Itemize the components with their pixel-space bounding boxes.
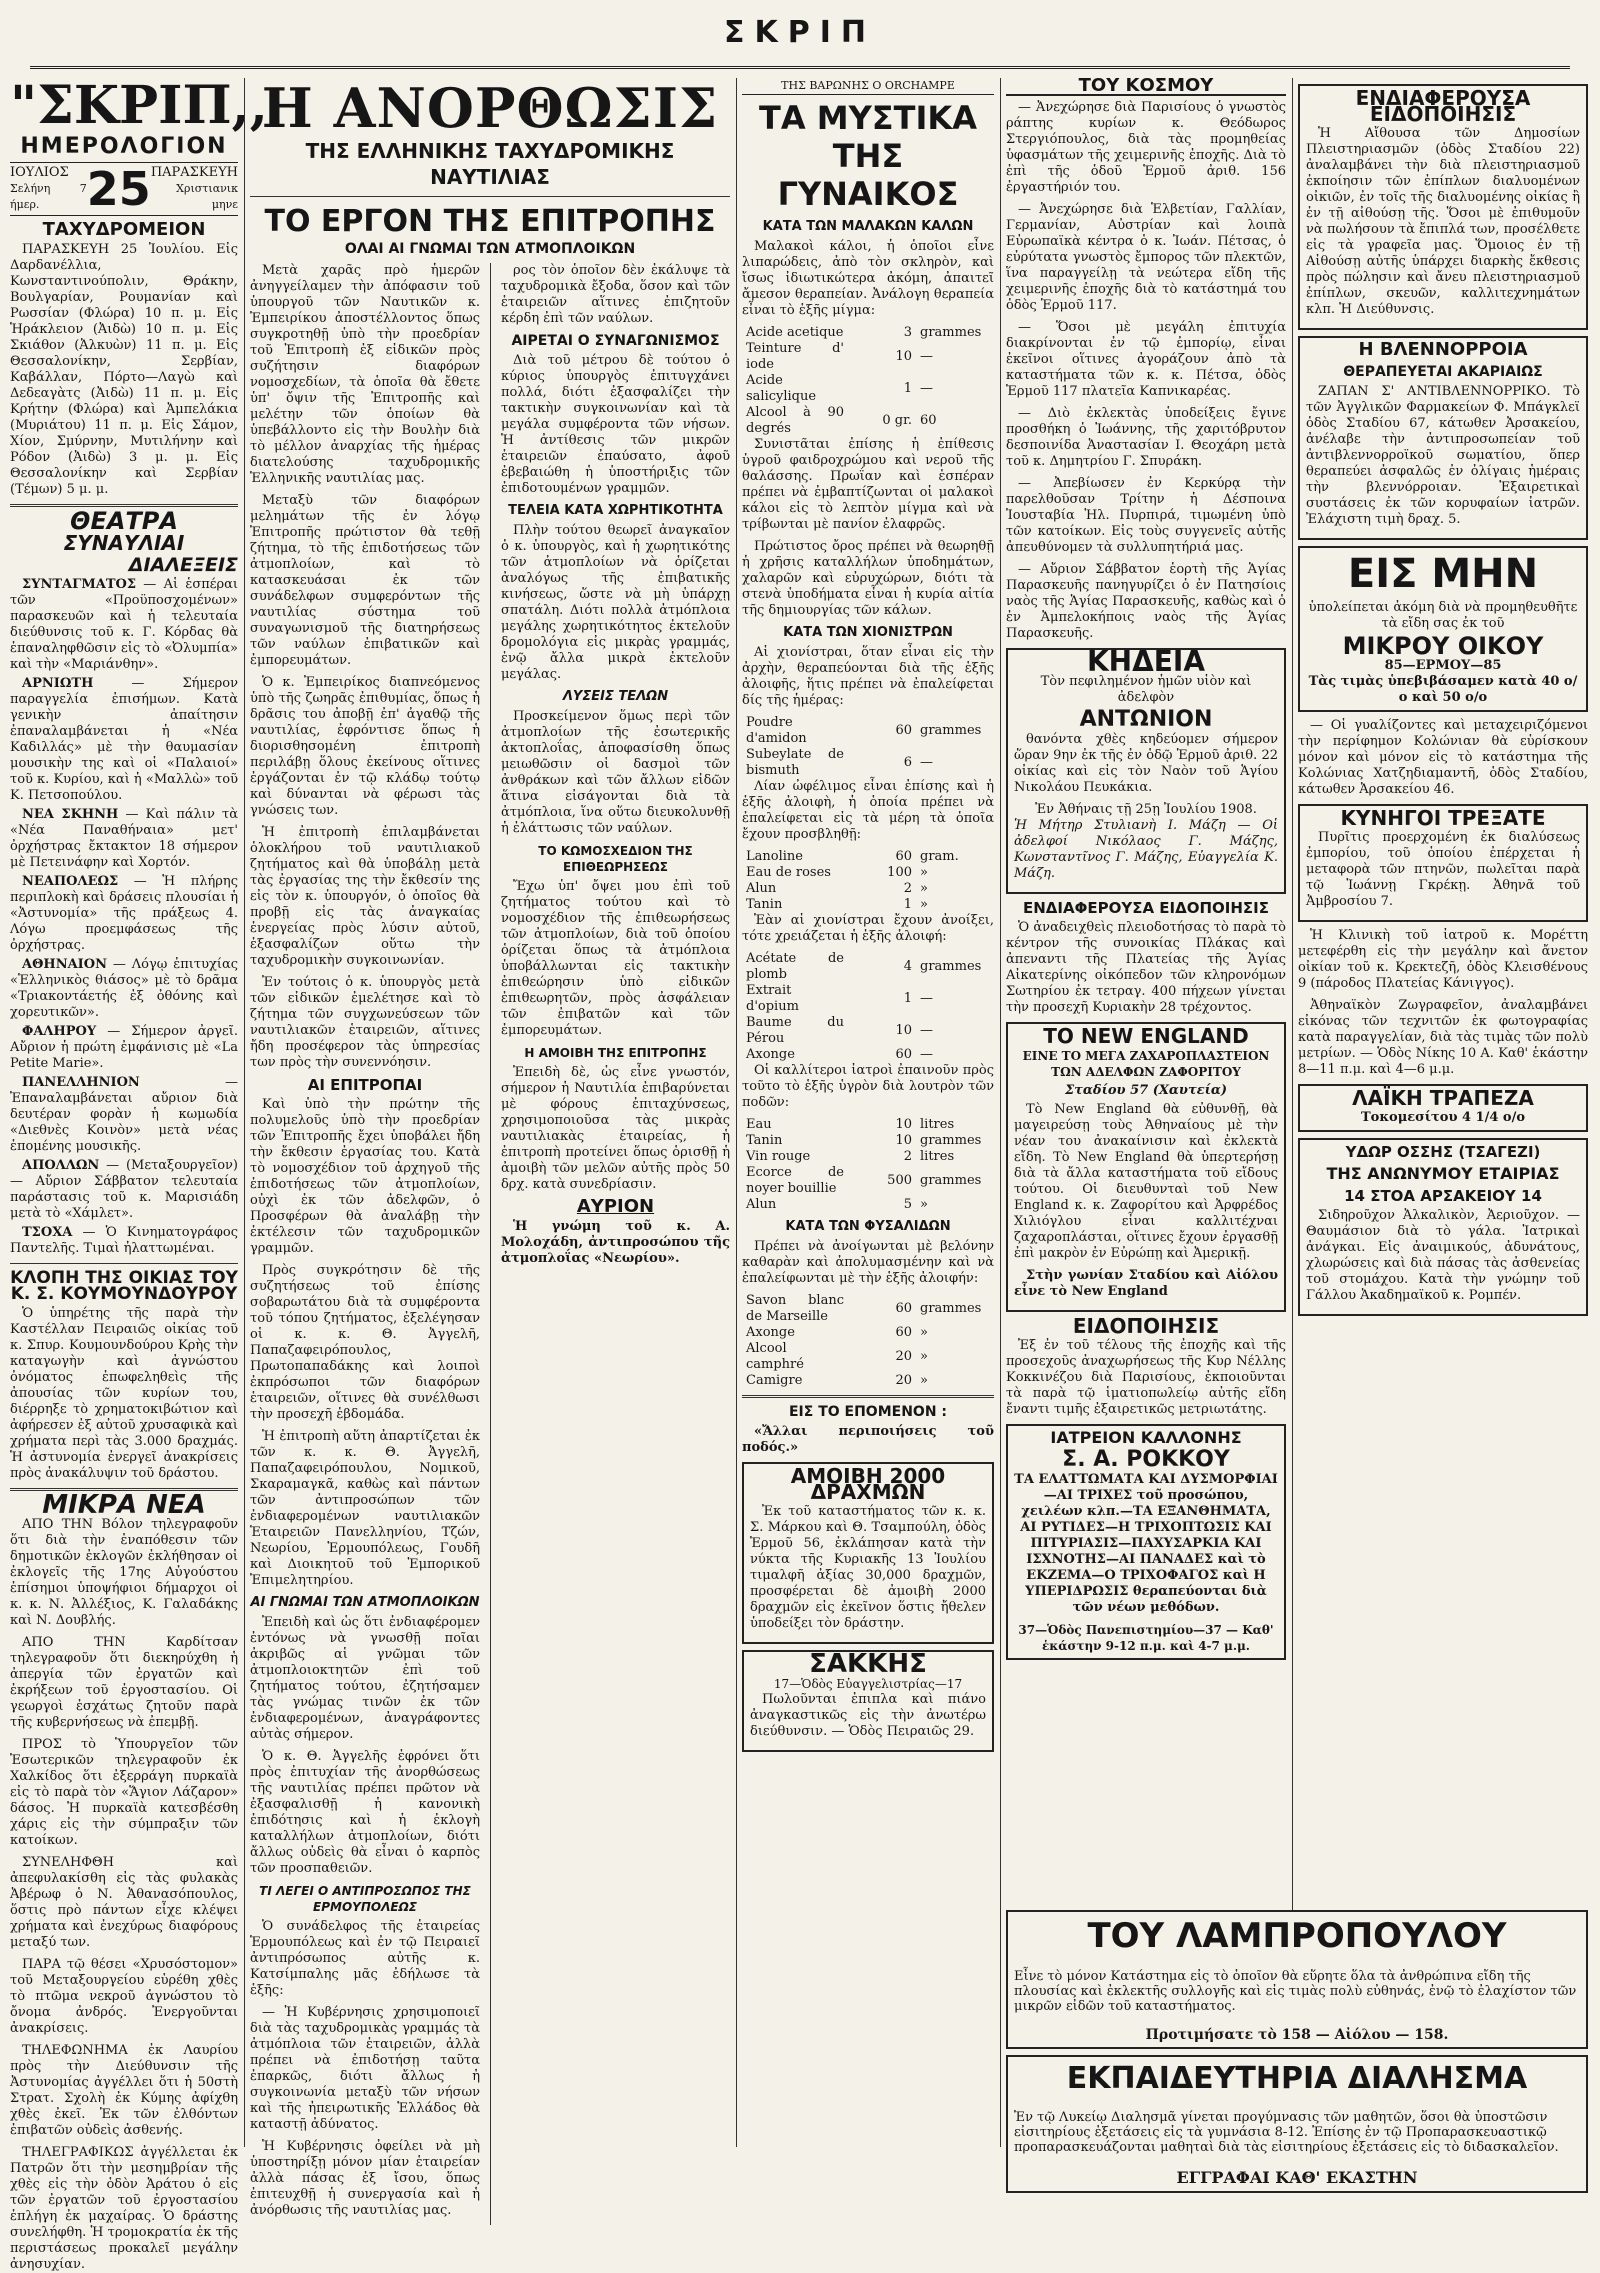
recipe-item: Savon blanc de Marseille (746, 1293, 844, 1324)
recipe-qty: 20 (895, 1349, 912, 1364)
recipe-item: Camigre (746, 1373, 803, 1388)
recipe-item: Vin rouge (746, 1149, 811, 1164)
article-paragraph: Διὰ τοῦ μέτρου δὲ τούτου ὁ κύριος ὑπουργὸς ἐπιτυγχάνει πολλά, διότι ἐξασφαλίζει τὴν τακτικὴν συγκοινωνίαν καὶ τὰ μεγάλα συμφέροντα τῶν νήσων. Ἡ ἀντίθεσις τῶν μικρῶν ἑταιρειῶν ἐπαύσατο, ἀφοῦ ἐβεβαιώθη ἡ ὑποστήριξις τῶν ἐπιδοτουμένων γραμμῶν. (500, 353, 730, 496)
recipe-item: Extrait d'opium (746, 983, 799, 1014)
recipe-row (742, 865, 994, 881)
theatre-text: (Μεταξουργεῖον) — Αὔριον Σάββατον τελευταία παράστασις τοῦ κ. Μαρισιάδη μετὰ τὸ «Χάμλετ». (10, 1158, 238, 1221)
water-ad (1298, 1138, 1588, 1316)
theatre-name: ΤΣΟΧΑ (22, 1225, 73, 1240)
recipe-item: Axonge (746, 1325, 795, 1340)
school-end: Τὰς τιμὰς ὑπεβιβάσαμεν κατὰ 40 ο/ο καὶ 50 ο/ο (1308, 674, 1578, 705)
article-paragraph: Μετὰ χαρᾶς πρὸ ἡμερῶν ἀνηγγείλαμεν τὴν ἀπόφασιν τοῦ ὑπουργοῦ τῶν Ναυτικῶν κ. Ἐμπειρίκου ἀποστέλλοντος ὅπως συγκροτηθῇ ὑπὸ τὴν προεδρίαν τοῦ Ἐπιτροπὴ ἐξ εἰδικῶν πρὸς συζήτησιν διαφόρων νομοσχεδίων, τὰ ὁποῖα θὰ ἔθετε ὑπ' ὄψιν τῆς Ἐπιτροπῆς καὶ μελέτην τῶν ὁποίων θὰ ὑπεβάλλοντο εἰς τὴν Βουλὴν διὰ τὸ μέλλον ἀναρχίας τῆς ἡμέρας διατελούσης ταχυδρομικῆς Ἑλληνικῆς ναυτιλίας μας. (250, 263, 480, 486)
funeral-name: ΑΝΤΩΝΙΟΝ (1079, 707, 1213, 732)
article-paragraph: Ἔχω ὑπ' ὄψει μου ἐπὶ τοῦ ζητήματος τούτου καὶ τὸ νομοσχέδιον τῆς ἐπιθεωρήσεως τῶν ἀτμοπλοίων, διὰ τοῦ ὁποίου ὁρίζεται ὅπως τὰ ἀτμόπλοια ὑποβάλλωνται εἰς τακτικὴν ἐπιθεώρησιν ὑπὸ εἰδικῶν ἐπιθεωρητῶν, πρὸς ἀσφάλειαν τῶν ἐπιβατῶν καὶ τῶν ἐμπορευμάτων. (500, 879, 730, 1038)
recipe-unit: — (920, 1047, 933, 1062)
news-title: ΜΙΚΡΑ ΝΕΑ (42, 1490, 206, 1520)
new-england-end: Στὴν γωνίαν Σταδίου καὶ Αἰόλου εἶνε τὸ New England (1014, 1268, 1278, 1299)
funeral-title: ΚΗΔΕΙΑ (1086, 645, 1205, 678)
sakkis-title: ΣΑΚΚΗΣ (809, 1649, 927, 1679)
recipe-row (742, 1165, 994, 1197)
news-item: ΠΡΟΣ τὸ Ὑπουργεῖον τῶν Ἐσωτερικῶν τηλεγραφοῦν ἐκ Χαλκίδος ὅτι ἐξερράγη πυρκαϊὰ εἰς τὸ παρὰ τὸν «Ἅγιον Λάζαρον» δάσος. Ἡ πυρκαϊὰ κατεσβέσθη χάρις εἰς τὴν σύμπραξιν τῶν κατοίκων. (10, 1737, 238, 1848)
school2-text: Ἐν τῷ Λυκείῳ Διαλησμᾶ γίνεται προγύμνασις τῶν μαθητῶν, ὅσοι θὰ ὑποστῶσιν εἰσιτηρίους ἐξετάσεις εἰς τὰ γυμνάσια 8-12. Ἐπίσης ἐν τῷ Προπαρασκευαστικῷ προπαρασκευάζονται μαθηταὶ διὰ τὰς εἰσιτηρίους ἐξετάσεις εἰς τὸ διδασκαλεῖον. (1014, 2110, 1559, 2155)
clinic-address: 37—Ὁδὸς Πανεπιστημίου—37 — Καθ' ἑκάστην 9-12 π.μ. καὶ 4-7 μ.μ. (1018, 1623, 1274, 1653)
water-text: Σιδηροῦχον Ἀλκαλικὸν, Ἀεριοῦχον. — Θαυμάσιον διὰ τὸ γάλα. Ἰατρικαὶ ἀνάγκαι. Εἰς ἀναιμικούς, ἀδυνάτους, χλωρώσεις καὶ διὰ πάσας τὰς ἀσθενείας τοῦ στομάχου. Κατὰ τὴν γνώμην τοῦ Γάλλου Ἀκαδημαϊκοῦ κ. Ρομπέν. (1306, 1208, 1580, 1303)
recipe-table (742, 325, 994, 437)
society-item: — Ἀνεχώρησε διὰ Παρισίους ὁ γνωστὸς ράπτης κυρίων κ. Θεόδωρος Στεργιόπουλος, διὰ τὰς προμηθείας ὑφασμάτων τῆς χειμερινῆς ἐποχῆς. Διὰ τὸ ἐπὶ τῆς ὁδοῦ Ἑρμοῦ ἀριθ. 156 ἐργαστήριόν του. (1006, 100, 1286, 195)
news-item: ΑΠΟ ΤΗΝ Καρδίτσαν τηλεγραφοῦν ὅτι διεκηρύχθη ἡ ἀπεργία τῶν ἐργατῶν καὶ ἐκρήξεων τοῦ ἐργοστασίου. Οἱ γεωργοὶ ἐσχάτως ζητοῦν παρὰ τῆς κυβερνήσεως νὰ ἐπεμβῇ. (10, 1635, 238, 1730)
feuilleton-paragraph: Λίαν ὠφέλιμος εἶναι ἐπίσης καὶ ἡ ἑξῆς ἀλοιφὴ, ἡ ὁποία πρέπει νὰ ἐπαλείφεται εἰς τὰ μέρη τὰ ὁποῖα ἔχουν προσβληθῇ: (742, 779, 994, 842)
recipe-unit: — (920, 755, 933, 770)
theatre-text: Λόγῳ ἐπιτυχίας «Ἑλληνικὸς θιάσος» μὲ τὸ δρᾶμα «Τριακοντάετής ἐξ ὀθόνης καὶ χορευτικῶν». (10, 957, 238, 1020)
recipe-item: Eau (746, 1117, 772, 1132)
recipe-row (742, 1117, 994, 1133)
solution-title: ΛΥΣΕΙΣ ΤΕΛΩΝ (562, 689, 669, 704)
concerts-title: ΣΥΝΑΥΛΙΑΙ (63, 531, 185, 555)
recipe-item: Alun (746, 881, 777, 896)
column-5 (1298, 78, 1588, 1907)
recipe-unit: — (920, 349, 933, 364)
theatre-entry: ΑΡΝΙΩΤΗ — Σήμερον παραγγελία ἐπισήμων. Κατὰ γενικὴν ἀπαίτησιν ἐπαναλαμβάνεται ἡ «Νέα Καδιλλάς» μὲ τὴν θαυμασίαν μουσικὴν της καὶ οἱ «Παλαιοί» τοῦ κ. Κυρίου, καὶ ἡ «Μαλλὼ» τοῦ Κ. Πετσοπούλου. (10, 676, 238, 803)
recipe-row (742, 1133, 994, 1149)
theatre-text: Ἡ πλήρης περιπλοκὴ καὶ δράσεις πλουσίαι ἡ «Ἀστυνομία» τῆς πράξεως 4. Λόγω προεμφάσεως τῆς ὀρχήστρας. (10, 874, 238, 953)
opinions-title: ΑΙ ΓΝΩΜΑΙ ΤΩΝ ΑΤΜΟΠΛΟΙΚΩΝ (250, 1595, 480, 1610)
recipe-item: Acide acetique (746, 325, 844, 340)
dialisma-ad (1006, 2055, 1588, 2193)
recipe-row (742, 747, 994, 779)
feuilleton-paragraph: Πρέπει νὰ ἀνοίγωνται μὲ βελόνην καθαρὰν καὶ ἀπολυμασμένην καὶ νὰ ἐπαλείφωνται μὲ τὴν ἑξῆς ἀλοιφήν: (742, 1239, 994, 1286)
recipe-qty: 100 (887, 865, 912, 880)
funeral-family: Ἡ Μήτηρ Στυλιανὴ Ι. Μάζη — Οἱ ἀδελφοί Νικόλαος Γ. Μάζης, Κωνσταντῖνος Γ. Μάζης, Εὐαγγελία Κ. Μάζη. (1014, 818, 1278, 881)
society-header: ΤΟΥ ΚΟΣΜΟΥ (1006, 78, 1286, 96)
theatre-text: Ὁ Κινηματογράφος Παντελῆς. Τιμαὶ ἠλαττωμέναι. (10, 1225, 238, 1256)
section-title: ΚΑΤΑ ΤΩΝ ΧΙΟΝΙΣΤΡΩΝ (783, 625, 953, 640)
lamp-text: Εἶνε τὸ μόνον Κατάστημα εἰς τὸ ὁποῖον θὰ εὕρητε ὅλα τὰ ἀνθρώπινα εἴδη τῆς πλουσίας καὶ ἐκλεκτῆς συλλογῆς καὶ εἰς τιμὰς πολὺ εὐθηνάς, ἐνῷ τὸ ἐλαχίστον τῶν μικρῶν εἰδῶν τοῦ καταστήματος. (1014, 1969, 1577, 2014)
section-title: ΚΑΤΑ ΤΩΝ ΦΥΣΑΛΙΔΩΝ (785, 1219, 951, 1234)
recipe-row (742, 881, 994, 897)
feuilleton-paragraph: Μαλακοὶ κάλοι, ἡ ὁποῖοι εἶνε λιπαρώδεις, ἀπὸ τὸν σκληρὸν, καὶ ἴσως ἰδιωτικώτερα ἀκόμη, ἀπαιτεῖ ἄμεσον θεραπείαν. Ἀνάλογη θεραπεία εἶναι τὸ ἑξῆς μίγμα: (742, 239, 994, 318)
theatre-title: ΘΕΑΤΡΑ (70, 507, 178, 535)
recipe-row (742, 849, 994, 865)
feuilleton-paragraph: Πρώτιστος ὄρος πρέπει νὰ θεωρηθῇ ἡ χρῆσις καταλλήλων ὑποδημάτων, χαλαρῶν καὶ εὐρυχώρων, διότι τὰ στενὰ ὑποδήματα εἶναι ἡ κυρία αἰτία τῆς δημιουργίας τῶν κάλων. (742, 539, 994, 618)
recipe-row (742, 405, 994, 437)
theft-title: ΚΛΟΠΗ ΤΗΣ ΟΙΚΙΑΣ ΤΟΥ Κ. Σ. ΚΟΥΜΟΥΝΔΟΥΡΟΥ (10, 1268, 238, 1304)
recipe-row (742, 325, 994, 341)
recipe-item: Poudre d'amidon (746, 715, 807, 746)
article-paragraph: Ἐν τούτοις ὁ κ. ὑπουργὸς μετὰ τῶν εἰδικῶν ἐμελέτησε καὶ τὸ ζήτημα τῶν συγχωνεύσεων τῶν ναυτιλιακῶν ἑταιρειῶν, αἵτινες ἤδη προσέφερον τὰς ὑπηρεσίας των πρὸς τὴν συνεννόησιν. (250, 975, 480, 1070)
theatre-name: ΝΕΑΠΟΛΕΩΣ (22, 874, 119, 889)
article-paragraph: Μεταξὺ τῶν διαφόρων μελημάτων τῆς ἐν λόγῳ Ἐπιτροπῆς πρώτιστον θὰ τεθῇ ζήτημα, τὸ τῆς ἐπιδοτήσεως τῶν ἀτμοπλοίων, καὶ τὸ κατασκευάσαι ἐκ τῶν συνάδελφων συμφερόντων τῆς ναυτιλίας σύστημα τοῦ συναγωνισμοῦ τῆς διατηρήσεως τῶν ναύλων ἐπιβατικῶν καὶ ἐμπορευμάτων. (250, 493, 480, 668)
calendar-subtitle: ΗΜΕΡΟΛΟΓΙΟΝ (20, 134, 228, 159)
sakkis-address: 17—Ὁδὸς Εὐαγγελιστρίας—17 (773, 1677, 963, 1691)
next-title: ΕΙΣ ΤΟ ΕΠΟΜΕΝΟΝ : (788, 1404, 948, 1420)
eid-title: ΕΙΔΟΠΟΙΗΣΙΣ (1072, 1314, 1220, 1338)
recipe-unit: grammes (920, 325, 982, 340)
recipe-item: Tanin (746, 1133, 783, 1148)
section-title: ΚΑΤΑ ΤΩΝ ΜΑΛΑΚΩΝ ΚΑΛΩΝ (762, 219, 974, 234)
calendar-title: "ΣΚΡΙΠ,, (10, 75, 268, 136)
recipe-qty: 4 (903, 959, 912, 974)
calendar-date-block (10, 162, 238, 216)
recipe-unit: » (920, 1197, 928, 1212)
recipe-table (742, 1293, 994, 1389)
recipe-item: Ecorce de noyer bouillie (746, 1165, 844, 1196)
new-england-title: ΤΟ NEW ENGLAND (1043, 1024, 1249, 1048)
calendar-weekday: ΠΑΡΑΣΚΕΥΗ (150, 165, 238, 180)
news-item: ΤΗΛΕΓΡΑΦΙΚΩΣ ἀγγέλλεται ἐκ Πατρῶν ὅτι τὴν μεσημβρίαν τῆς χθὲς εἰς τὴν ὁδὸν Ἀράτου ὁ εἰς τῶν ἐργατῶν τοῦ ἐργοστασίου ἐπλήγη ἐκ μαχαίρας. Ὁ δράστης συνελήφθη. Ἡ τρομοκρατία ἐκ τῆς περιστάσεως προκαλεῖ μεγάλην ἀνησυχίαν. (10, 2145, 238, 2272)
school2-end: ΕΓΓΡΑΦΑΙ ΚΑΘ' ΕΚΑΣΤΗΝ (1176, 2168, 1418, 2187)
recipe-item: Tanin (746, 897, 783, 912)
lampropoulou-ad (1006, 1910, 1588, 2049)
lamp-address: Προτιμήσατε τὸ 158 — Αἰόλου — 158. (1145, 2027, 1449, 2043)
society-item: — Ἀνεχώρησε διὰ Ἑλβετίαν, Γαλλίαν, Γερμανίαν, Αὐστρίαν καὶ λοιπὰ Εὐρωπαϊκὰ κέντρα ὁ κ. Ἰωάν. Πέτσας, ὁ εὐρύτατα γνωστὸς ἔμπορος τῶν πλεκτῶν, ἵνα παραγγείλῃ τὰ νεώτερα εἴδη τῆς χειμερινῆς ἐποχῆς διὰ τὸ κατάστημά του ὁδὸς Ἑρμοῦ 117. (1006, 202, 1286, 313)
feuilleton-header: ΤΗΣ ΒΑΡΩΝΗΣ Ο ORCHAMPE (742, 78, 994, 95)
sakkis-ad (742, 1650, 994, 1752)
news-item: ΑΠΟ ΤΗΝ Βόλον τηλεγραφοῦν ὅτι διὰ τὴν ἐναπόθεσιν τῶν δημοτικῶν ἐκλογῶν ἐκλήθησαν οἱ ἐκλογεῖς τῆς 17ης Αὐγούστου ἐπίσημοι ὑποψήφιοι δήμαρχοι οἱ κ. κ. Ν. Ἀλλέξιος, Κ. Γαλαδάκης καὶ Ν. Δουβλής. (10, 1517, 238, 1628)
society-item: — Ἀπεβίωσεν ἐν Κερκύρᾳ τὴν παρελθοῦσαν Τρίτην ἡ Δέσποινα Ἰουσταβία Ἡλ. Πυρπιρά, τιμωμένη ὑπὸ τῶν κατοίκων. Εἰς τοὺς συγγενεῖς αὐτῆς ἀπευθύνομεν τὰ συλλυπητήριά μας. (1006, 476, 1286, 555)
new-england-subtitle: ΕΙΝΕ ΤΟ ΜΕΓΑ ΖΑΧΑΡΟΠΛΑΣΤΕΙΟΝ ΤΩΝ ΑΔΕΛΦΩΝ ΖΑΦΟΡΙΤΟΥ (1022, 1049, 1270, 1079)
recipe-qty: 10 (895, 1023, 912, 1038)
recipe-row (742, 1047, 994, 1063)
post-text: ΠΑΡΑΣΚΕΥΗ 25 Ἰουλίου. Εἰς Δαρδανέλλια, Κωνσταντινούπολιν, Θράκην, Βουλγαρίαν, Ρουμανίαν καὶ Ρωσσίαν (Φλώρα) 10 π. μ. Εἰς Ἡράκλειον (Ἀιδὼ) 10 π. μ. Εἰς Σκιάθον (Ἀλκυὼν) 11 π. μ. Εἰς Θεσσαλονίκην, Σερβίαν, Καβάλλαν, Πόρτο—Λαγὼ καὶ Δεδεαγὰτς (Ἀιδὼ) 11 π. μ. Εἰς Κρήτην (Φλώρα) καὶ Ἀμπελάκια (Μυριάτου) 11 π. μ. Εἰς Σάμον, Χίον, Σμύρνην, Μυτιλήνην καὶ Ρόδον (Ἀιδὼ) 3 μ. μ. Εἰς Θεσσαλονίκην καὶ Σερβίαν (Τέμων) 5 μ. μ. (10, 242, 238, 497)
divider (10, 1263, 238, 1264)
water-subtitle: ΤΗΣ ΑΝΩΝΥΜΟΥ ΕΤΑΙΡΙΑΣ (1326, 1164, 1560, 1183)
calendar-day: 25 (86, 162, 151, 216)
article-paragraph: Πλὴν τούτου θεωρεῖ ἀναγκαῖον ὁ κ. ὑπουργὸς, καὶ ἡ χωρητικότης τῶν ἀτμοπλοίων νὰ ὁρίζεται ἀναλόγως τῆς ἐπιβατικῆς κινήσεως, ὥστε νὰ μὴ ὑπάρχῃ σπατάλη. Διότι πολλὰ ἀτμόπλοια μεγάλης χωρητικότητος ἐκτελοῦν δρομολόγια εἰς μικρὰς γραμμάς, ἐνῷ ἄλλα μικρὰ ἐκτελοῦν μεγάλας. (500, 523, 730, 682)
recipe-qty: 6 (903, 755, 912, 770)
theatre-entry: ΦΑΛΗΡΟΥ — Σήμερον ἀργεῖ. Αὔριον ἡ πρώτη ἐμφάνισις μὲ «La Petite Marie». (10, 1024, 239, 1071)
theatre-name: ΣΥΝΤΑΓΜΑΤΟΣ (22, 577, 137, 592)
masthead (0, 0, 1600, 66)
theatre-name: ΝΕΑ ΣΚΗΝΗ (22, 807, 119, 822)
article-body-left (250, 263, 480, 2225)
recipe-item: Teinture d' iode (746, 341, 844, 372)
cure-ad (1298, 336, 1588, 540)
column-rule (736, 78, 737, 2147)
tomorrow-text: Ἡ γνώμη τοῦ κ. Α. Μολοχάδη, ἀντιπροσώπου τῆς ἀτμοπλοΐας «Νεωρίου». (500, 1219, 730, 1266)
water-address: 14 ΣΤΟΑ ΑΡΣΑΚΕΙΟΥ 14 (1344, 1187, 1542, 1205)
amoibi-title: Η ΑΜΟΙΒΗ ΤΗΣ ΕΠΙΤΡΟΠΗΣ (524, 1046, 707, 1060)
mikrou-oikou-ad (1298, 546, 1588, 712)
funeral-notice (1006, 645, 1286, 894)
recipe-qty: 60 (895, 1325, 912, 1340)
zografi-text: Ἀθηναϊκὸν Ζωγραφεῖον, ἀναλαμβάνει εἰκόνας τῶν τεχνιτῶν ἐκ φωτογραφίας κατὰ παραγγελίαν, διὰ τὰς τιμὰς τῶν πολὺ μετρίων. — Ὁδὸς Νίκης 10 Α. Καθ' ἑκάστην 8—11 π.μ. καὶ 4—6 μ.μ. (1298, 998, 1588, 1077)
recipe-unit: » (920, 865, 928, 880)
hunters-more: Ἡ Κλινικὴ τοῦ ἰατροῦ κ. Μορέττη μετεφέρθη εἰς τὴν μεγάλην καὶ ἄνετον οἰκίαν τοῦ κ. Κρεκτεζῆ, ὁδὸς Κλεισθένους 9 (πάροδος Πλατείας Κάνιγγος). (1298, 928, 1588, 991)
recipe-unit: gram. (920, 849, 959, 864)
recipe-row (742, 1149, 994, 1165)
divider (250, 196, 730, 197)
recipe-item: Lanoline (746, 849, 803, 864)
rep-title: ΤΙ ΛΕΓΕΙ Ο ΑΝΤΙΠΡΟΣΩΠΟΣ ΤΗΣ ΕΡΜΟΥΠΟΛΕΩΣ (259, 1884, 471, 1914)
water-title: ΥΔΩΡ ΟΣΣΗΣ (ΤΣΑΓΕΖΙ) (1345, 1143, 1541, 1161)
recipe-qty: 1 (903, 897, 912, 912)
column-rule (1000, 78, 1001, 2147)
bank-text: Τοκομεσίτου 4 1/4 ο/ο (1360, 1110, 1526, 1125)
recipe-qty: 10 (895, 1133, 912, 1148)
hunters-title: ΚΥΝΗΓΟΙ ΤΡΕΞΑΤΕ (1340, 806, 1546, 830)
theft-text: Ὁ ὑπηρέτης τῆς παρὰ τὴν Καστέλλαν Πειραιῶς οἰκίας τοῦ κ. Σπυρ. Κουμουνδούρου Κρὴς τὴν καταγωγὴν καὶ ἀγνώστου ὀνόματος ἐπωφεληθεὶς τῆς ἀπουσίας τῶν κυρίων του, διέρρηξε τὸ χρηματοκιβώτιον καὶ ἀφήρεσεν ἐξ αὐτοῦ χρυσαφικὰ καὶ χρήματα περὶ τὰς 3.000 δραχμάς. Ἡ ἀστυνομία ἐνεργεῖ ἀνακρίσεις πρὸς ἀνακάλυψιν τοῦ δράστου. (10, 1306, 239, 1481)
calendar-moon: Σελήνη 7 ήμερ. (10, 182, 87, 211)
calendar-right (151, 165, 238, 213)
society-item: — Αὔριον Σάββατον ἑορτὴ τῆς Ἁγίας Παρασκευῆς πανηγυρίζει ὁ ἐν Πατησίοις ναὸς τῆς Ἁγίας Παρασκευῆς, καθὼς καὶ ὁ ἐν Ἀμπελοκήποις ναὸς τῆς Ἁγίας Παρασκευῆς. (1006, 562, 1286, 641)
funeral-intro: Τὸν πεφιλημένον ἡμῶν υἱὸν καὶ ἀδελφὸν (1040, 674, 1252, 705)
article-paragraph: Ἐπειδὴ καὶ ὡς ὅτι ἐνδιαφέρομεν ἐντόνως νὰ γνωσθῇ ποῖαι ἀκριβῶς αἱ γνῶμαι τῶν ἀτμοπλοιοκτητῶν ἐπὶ τοῦ ζητήματος τούτου, ἐζητήσαμεν τὰς γνώμας τινῶν ἐκ τῶν ἐνδιαφερομένων, ἀναγράφοντες αὐτὰς σήμερον. (250, 1615, 480, 1742)
recipe-unit: » (920, 897, 928, 912)
recipe-qty: 60 (895, 723, 912, 738)
calendar-month: ΙΟΥΛΙΟΣ (10, 165, 69, 180)
article-paragraph: Ὁ κ. Θ. Ἀγγελῆς ἐφρόνει ὅτι πρὸς ἐπιτυχίαν τῆς ἀνορθώσεως τῆς ναυτιλίας πρέπει πρῶτον νὰ ἐξασφαλισθῇ ἡ κανονικὴ ἐπιδότησις καὶ ἡ ἐκλογὴ καταλλήλων ἀτμοπλοίων, διότι ἄλλως οὐδεὶς θὰ εἶναι ὁ καρπὸς τῶν προσπαθειῶν. (250, 1749, 480, 1876)
article-title: Η ΑΝΟΡΘΩΣΙΣ (261, 76, 719, 140)
recipe-item: Alcool à 90 degrés (746, 405, 844, 436)
article-paragraph: ρος τὸν ὁποῖον δὲν ἐκάλυψε τὰ ταχυδρομικὰ ἔξοδα, ὅσον καὶ τῶν ἑταιρειῶν αἵτινες ἐπιζητοῦν κέρδη ἐπὶ τῶν ναύλων. (500, 263, 730, 326)
recipe-qty: 10 (895, 1117, 912, 1132)
recipe-qty: 2 (903, 1149, 912, 1164)
masthead-name: ΣΚΡΙΠ (724, 15, 876, 50)
sakkis-text: Πωλοῦνται ἐπιπλα καὶ πιάνο ἀναγκαστικῶς εἰς τὴν ἀνωτέρω διεύθυνσιν. — Ὁδὸς Πειραιῶς 29. (750, 1692, 986, 1739)
bottom-ads (1006, 1910, 1588, 2187)
auction-ad (1298, 84, 1588, 330)
recipe-row (742, 951, 994, 983)
column-rule (1292, 78, 1293, 2147)
article-paragraph: Ἡ ἐπιτροπὴ αὕτη ἀπαρτίζεται ἐκ τῶν κ. κ. Θ. Ἀγγελῆ, Παπαζαφειρόπουλου, Νομικοῦ, Σκαραμαγκᾶ, καθὼς καὶ πάντων τῶν ἀντιπροσώπων τῶν ἐνδιαφερομένων ναυτιλιακῶν Ἑταιρειῶν Πανελληνίου, Τζών, Νεωρίου, Ἑρμουπόλεως, Γουδῆ καὶ Διοικητοῦ τοῦ Ἐμπορικοῦ Ἐπιμελητηρίου. (250, 1429, 480, 1588)
theatre-entry: ΠΑΝΕΛΛΗΝΙΟΝ — Ἐπαναλαμβάνεται αὔριον διὰ δευτέραν φορὰν ἡ κωμωδία «Διεθνὲς Κοινὸν» μετὰ νέας ἑπομένης μουσικῆς. (10, 1075, 238, 1154)
article-paragraph: Ὁ συνάδελφος τῆς ἑταιρείας Ἑρμουπόλεως καὶ ἐν τῷ Πειραιεῖ ἀντιπρόσωπος αὐτῆς κ. Κατσίμπαλης μᾶς ἐδήλωσε τὰ ἑξῆς: (250, 1919, 480, 1998)
article-body-right (501, 263, 730, 2225)
theatre-entry: ΤΣΟΧΑ — Ὁ Κινηματογράφος Παντελῆς. Τιμαὶ ἠλαττωμέναι. (10, 1225, 238, 1256)
school-title: ΕΙΣ ΜΗΝ (1347, 551, 1539, 597)
recipe-row (742, 341, 994, 373)
school-address: 85—ΕΡΜΟΥ—85 (1384, 658, 1502, 673)
recipe-unit: 60 (920, 413, 937, 428)
feuilleton-paragraph: Οἱ καλλίτεροι ἰατροὶ ἐπαινοῦν πρὸς τοῦτο τὸ ἑξῆς ὑγρὸν διὰ λουτρὸν τῶν ποδῶν: (742, 1063, 994, 1110)
hunters-text: Πυρῖτις προερχομένη ἐκ διαλύσεως ἐμπορίου, τοῦ ὁποίου ἐπέρχεται ἡ μεταφορὰ τῶν πτηνῶν, πωλεῖται παρὰ τῷ Ἰωάννῃ Γκρέκῃ. Ἀθηνᾶ τοῦ Ἀμβροσίου 7. (1306, 830, 1580, 909)
recipe-unit: — (920, 991, 933, 1006)
bank-title: ΛΑΪΚΗ ΤΡΑΠΕΖΑ (1352, 1086, 1534, 1110)
clinic-text: ΤΑ ΕΛΑΤΤΩΜΑΤΑ ΚΑΙ ΔΥΣΜΟΡΦΙΑΙ—ΑΙ ΤΡΙΧΕΣ τοῦ προσώπου, χειλέων κλπ.—ΤΑ ΕΞΑΝΘΗΜΑΤΑ, ΑΙ ΡΥΤΙΔΕΣ—Η ΤΡΙΧΟΠΤΩΣΙΣ ΚΑΙ ΠΙΤΥΡΙΑΣΙΣ—ΠΑΧΥΣΑΡΚΙΑ ΚΑΙ ΙΣΧΝΟΤΗΣ—ΑΙ ΠΑΝΑΔΕΣ καὶ τὸ ΕΚΖΕΜΑ—Ο ΤΡΙΧΟΦΑΓΟΣ καὶ Η ΥΠΕΡΙΔΡΩΣΙΣ θεραπεύονται διὰ τῶν νέων μεθόδων. (1014, 1472, 1278, 1615)
cure-text: ΖΑΠΑΝ Σ' ΑΝΤΙΒΛΕΝΝΟΡΡΙΚΟ. Τὸ τῶν Ἀγγλικῶν Φαρμακείων Φ. Μπάγκλεϊ ὁδὸς Σταδίου 67, κάτωθεν Ἀρσακείου, ἀνέλαβε τὴν ἀντιπροσωπείαν τοῦ ἀντιβλεννορροϊκοῦ σωματίου, ὅπερ θεραπεύει ἀσφαλῶς ἐν ὀλίγαις ἡμέραις τὴν βλεννόρροιαν. Ἐξαιρετικαὶ συστάσεις ἐκ τῶν κορυφαίων ἰατρῶν. Ἐλάχιστη τιμὴ δραχ. 5. (1306, 384, 1580, 527)
article-paragraph: Προσκείμενον ὅμως περὶ τῶν ἀτμοπλοίων τῆς ἐσωτερικῆς ἀκτοπλοΐας, ἀποφασίσθη ὅπως μειωθῶσιν οἱ δασμοὶ τῶν ἀνθράκων καὶ τῶν ἄλλων εἰδῶν ἅτινα εἰσάγονται διὰ τὰ ἀτμόπλοια, ἵνα οὕτω διευκολυνθῇ ἡ ἐλάττωσις τῶν ναύλων. (500, 709, 730, 836)
recipe-item: Eau de roses (746, 865, 831, 880)
recipe-qty: 20 (895, 1373, 912, 1388)
column-4 (1006, 75, 1286, 2147)
column-1 (10, 75, 268, 2272)
recipe-unit: grammes (920, 1133, 982, 1148)
theatre-text: Σήμερον παραγγελία ἐπισήμων. Κατὰ γενικὴν ἀπαίτησιν ἐπαναλαμβάνεται ἡ «Νέα Καδιλλάς» μὲ τὴν θαυμασίαν μουσικὴν της καὶ οἱ «Παλαιοί» τοῦ κ. Κυρίου, καὶ ἡ «Μαλλὼ» τοῦ Κ. Πετσοπούλου. (10, 676, 238, 803)
auction-text: Ἡ Αἴθουσα τῶν Δημοσίων Πλειστηριασμῶν (ὁδὸς Σταδίου 22) ἀναλαμβάνει τὴν διὰ πλειστηριασμοῦ ἐκποίησιν τῶν ἐπίπλων διαλυομένων οἰκιῶν, ἐν τοῖς τῆς διαλυομένης οἰκίας ἢ ἐν τῇ αἰθούσῃ τῆς. Ὅσοι μὲ ἐπιθυμοῦν νὰ πωλήσουν τὰ ἔπιπλά των, προσέλθετε εἰς τὰ γραφεῖα μας. Ὅμοιος ἐν τῇ Αἰθούσῃ αὐτῆς ὑπάρχει διαρκὴς ἔκθεσις πρὸς πώλησιν καὶ ἄνευ πλειστηριασμοῦ ἐπίπλων, σκευῶν, καλλιτεχνημάτων κλπ. Ἡ Διεύθυνσις. (1306, 126, 1580, 317)
recipe-table (742, 1117, 994, 1213)
theatre-entry: ΝΕΑΠΟΛΕΩΣ — Ἡ πλήρης περιπλοκὴ καὶ δράσεις πλουσίαι ἡ «Ἀστυνομία» τῆς πράξεως 4. Λόγω προεμφάσεως τῆς ὀρχήστρας. (10, 874, 238, 953)
recipe-qty: 0 gr. (882, 413, 912, 428)
school-more: — Οἱ γυαλίζοντες καὶ μεταχειριζόμενοι τὴν περίφημον Κολώνιαν θὰ εὑρίσκουν μόνον καὶ μόνον εἰς τὸ κατάστημα τῆς Κολώνιας Χατζηδιαμαντῆ, ὁδὸς Σταδίου, κάτωθεν Ἀρσακείου 46. (1298, 718, 1588, 797)
recipe-unit: litres (920, 1117, 955, 1132)
reward-ad (742, 1462, 994, 1644)
theatre-text: Σήμερον ἀργεῖ. Αὔριον ἡ πρώτη ἐμφάνισις μὲ «La Petite Marie». (10, 1024, 239, 1071)
tomorrow-title: ΑΥΡΙΟΝ (576, 1196, 655, 1217)
cure-title: Η ΒΛΕΝΝΟΡΡΟΙΑ (1358, 339, 1528, 360)
top-rule (30, 66, 1570, 69)
recipe-unit: grammes (920, 959, 982, 974)
news-item: ΠΑΡΑ τῷ θέσει «Χρυσόστομον» τοῦ Μεταξουργείου εὑρέθη χθὲς τὸ πτῶμα νεκροῦ ἀγνώστου τὸ ὄνομα ἀνδρός. Ἐνεργοῦνται ἀνακρίσεις. (10, 1957, 238, 2036)
column-3 (742, 78, 994, 2147)
auction-title: ΕΝΔΙΑΦΕΡΟΥΣΑ ΕΙΔΟΠΟΙΗΣΙΣ (1355, 86, 1531, 126)
recipe-unit: » (920, 1325, 928, 1340)
eid-text: Ἐξ ἐν τοῦ τέλους τῆς ἐποχῆς καὶ τῆς προσεχοῦς ἀναχωρήσεως τῆς Κυρ Νέλλης Κοκκινέζου διὰ Παρισίους, ἐκποιοῦνται τὰ παρὰ τῷ ἱματιοπωλείῳ αὐτῆς εἴδη ἔναντι τιμῆς ἐξαιρετικῶς μετριωτάτης. (1006, 1338, 1286, 1417)
recipe-unit: grammes (920, 1301, 982, 1316)
column-rule (244, 78, 245, 2147)
recipe-unit: grammes (920, 1173, 982, 1188)
recipe-row (742, 1373, 994, 1389)
cure-subtitle: ΘΕΡΑΠΕΥΕΤΑΙ ΑΚΑΡΙΑΙΩΣ (1343, 364, 1543, 380)
recipe-unit: » (920, 1349, 928, 1364)
recipe-row (742, 1015, 994, 1047)
recipe-qty: 60 (895, 1047, 912, 1062)
theatre-name: ΑΘΗΝΑΙΟΝ (22, 957, 107, 972)
new-england-text: Τὸ New England θὰ εὐθυνθῇ, θὰ μαγειρεύσῃ τοὺς Ἀθηναίους μὲ τὴν νέαν του ἀνακαίνισιν καὶ ἐκλεκτὰ εἴδη. Τὸ New England θὰ ὑπερτερήσῃ διὰ τὰ ἄλλα καταστήματα τοῦ εἴδους τούτου. Οἱ διευθυνταὶ τοῦ New England κ. κ. Ζαφορίτου καὶ Ἀρφρέδος Χιλιόγλου εἶναι καλλιτέχναι ζαχαροπλάσται, οἵτινες ἔχουν ἐργασθῇ ἐπὶ μακρὸν ἐν Εὐρώπῃ καὶ Ἀμερικῇ. (1014, 1102, 1278, 1261)
notice-title: ΕΝΔΙΑΦΕΡΟΥΣΑ ΕΙΔΟΠΟΙΗΣΙΣ (1023, 899, 1269, 917)
recipe-unit: litres (920, 1149, 955, 1164)
hunters-ad (1298, 804, 1588, 922)
news-item: ΤΗΛΕΦΩΝΗΜΑ ἐκ Λαυρίου πρὸς τὴν Διεύθυνσιν τῆς Ἀστυνομίας ἀγγέλλει ὅτι ἡ 50στὴ Στρατ. Σχολὴ ἐκ Κύμης ἀφίχθη χθὲς ἐκεῖ. Ἐκ τῶν ἐλθόντων ἐπιβατῶν οὐδεὶς ἀσθενής. (10, 2043, 238, 2138)
theatre-entry: ΣΥΝΤΑΓΜΑΤΟΣ — Αἱ ἑσπέραι τῶν «Προϋποσχομένων» παρασκευῶν καὶ ἡ τελευταία διεύθυνσις τοῦ κ. Γ. Κόρδας θὰ ἐπαναληφθῶσιν εἰς τὸ «Ὀλυμπία» καὶ τὴν «Μαριάνθην». (10, 577, 239, 672)
lectures-title: ΔΙΑΛΕΞΕΙΣ (128, 554, 238, 576)
recipe-unit: grammes (920, 723, 982, 738)
next-text: «Ἄλλαι περιποιήσεις τοῦ ποδός.» (742, 1424, 994, 1455)
committee-title: ΑΙ ΕΠΙΤΡΟΠΑΙ (307, 1076, 423, 1094)
coal-title: ΤΟ ΚΩΜΟΣΧΕΔΙΟΝ ΤΗΣ ΕΠΙΘΕΩΡΗΣΕΩΣ (538, 844, 693, 874)
new-england-address: Σταδίου 57 (Χαυτεία) (1064, 1083, 1228, 1098)
article-paragraph: Ἐπειδὴ δὲ, ὡς εἶνε γνωστόν, σήμερον ἡ Ναυτιλία ἐπιβαρύνεται μὲ φόρους ἐπιταχύνσεως, χρησιμοποιοῦσα τὰς μικρὰς ναυτιλιακὰς ἑταιρείας, ἡ ἐπιτροπὴ προτείνει ὅπως ὁρισθῇ ἡ ἀμοιβὴ τῶν μελῶν αὐτῆς πρὸς 50 δρχ. κατὰ συνεδρίασιν. (500, 1065, 730, 1192)
calendar-christian: Χριστιανικ μηνε (176, 182, 238, 211)
article-paragraph: Καὶ ὑπὸ τὴν πρώτην τῆς πολυμελοῦς ὑπὸ τὴν προεδρίαν τῶν Ἐπιτροπῆς ἔχει ὑποβάλει ἤδη τὴν ἔκθεσιν ἐργασίας του. Κατὰ τὸ νομοσχέδιον τοῦ ἀρχηγοῦ τῆς ἐπιδοτήσεως τῶν ἀτμοπλοίων, οὐχὶ ἐκ τῶν ἀδελφῶν, ὁ Προσφέρων θὰ ἀναλάβῃ τὴν ἐκτέλεσιν τῶν ταχυδρομικῶν γραμμῶν. (250, 1097, 480, 1256)
recipe-qty: 1 (903, 381, 912, 396)
post-title: ΤΑΧΥΔΡΟΜΕΙΟΝ (42, 219, 206, 240)
theatre-name: ΠΑΝΕΛΛΗΝΙΟΝ (22, 1075, 140, 1090)
recipe-table (742, 951, 994, 1063)
article-paragraph: Πρὸς συγκρότησιν δὲ τῆς συζητήσεως τοῦ ἐπίσης σοβαρωτάτου διὰ τὰ συμφέροντα τοῦ τόπου ζητήματος, ἐξελέγησαν οἱ κ. κ. Θ. Ἀγγελῆ, Παπαζαφειρόπουλος, Πρωτοπαπαδάκης καὶ λοιποὶ ἐκπρόσωποι τῶν διαφόρων ἑταιρειῶν, οἵτινες θὰ συνέλθωσι τὴν προσεχῆ ἑβδομάδα. (250, 1263, 480, 1422)
school-text: ὑπολείπεται ἀκόμη διὰ νὰ προμηθευθῆτε τὰ εἴδη σας ἐκ τοῦ (1308, 600, 1578, 631)
recipe-table (742, 715, 994, 779)
clinic-name: Σ. Α. ΡΟΚΚΟΥ (1062, 1447, 1230, 1472)
recipe-item: Axonge (746, 1047, 795, 1062)
society-item: — Διὸ ἐκλεκτὰς ὑποδείξεις ἔγινε προσθήκη ὁ Ἰωάννης, τῆς χαριτόβρυτον δεσποινίδα Ἀναστασίαν Ι. Θεοχάρη μετὰ τοῦ κ. Δημητρίου Γ. Σπυράκη. (1006, 406, 1286, 469)
comp-title: ΑΙΡΕΤΑΙ Ο ΣΥΝΑΓΩΝΙΣΜΟΣ (511, 333, 720, 349)
recipe-item: Alun (746, 1197, 777, 1212)
theatre-text: Ἐπαναλαμβάνεται αὔριον διὰ δευτέραν φορὰν ἡ κωμωδία «Διεθνὲς Κοινὸν» μετὰ νέας ἑπομένης μουσικῆς. (10, 1091, 238, 1154)
recipe-row (742, 1293, 994, 1325)
clinic-ad (1006, 1424, 1286, 1660)
feuilleton-paragraph: Αἱ χιονίστραι, ὅταν εἶναι εἰς τὴν ἀρχὴν, θεραπεύονται διὰ τῆς ἑξῆς ἀλοιφῆς, ἥτις πρέπει νὰ ἐπαλείφεται δίς τῆς ἡμέρας: (742, 645, 994, 708)
recipe-qty: 5 (903, 1197, 912, 1212)
reward-text: Ἐκ τοῦ καταστήματος τῶν κ. κ. Σ. Μάρκου καὶ Θ. Τσαμπούλη, ὁδὸς Ἑρμοῦ 56, ἐκλάπησαν κατὰ τὴν νύκτα τῆς Κυριακῆς 13 Ἰουλίου τιμαλφῆ ἀξίας 30,000 δραχμῶν, προσφέρεται δὲ ἀμοιβὴ 2000 δραχμῶν εἰς ἐκεῖνον ὅστις ἤθελεν ὑποδείξει τὸν δράστην. (750, 1504, 986, 1631)
article-title-2: ΤΟ ΕΡΓΟΝ ΤΗΣ ΕΠΙΤΡΟΠΗΣ (264, 204, 716, 239)
calendar-left (10, 165, 87, 213)
recipe-unit: — (920, 1023, 933, 1038)
recipe-unit: » (920, 1373, 928, 1388)
school-name: ΜΙΚΡΟΥ ΟΙΚΟΥ (1342, 632, 1544, 660)
theatre-entry: ΑΘΗΝΑΙΟΝ — Λόγῳ ἐπιτυχίας «Ἑλληνικὸς θιάσος» μὲ τὸ δρᾶμα «Τριακοντάετής ἐξ ὀθόνης καὶ χορευτικῶν». (10, 957, 238, 1020)
theatre-name: ΑΡΝΙΩΤΗ (22, 676, 94, 691)
recipe-row (742, 1325, 994, 1341)
recipe-row (742, 373, 994, 405)
recipe-qty: 1 (903, 991, 912, 1006)
recipe-unit: » (920, 881, 928, 896)
article-paragraph: Ἡ ἐπιτροπὴ ἐπιλαμβάνεται ὁλοκλήρου τοῦ ναυτιλιακοῦ ζητήματος καὶ θὰ ὑποβάλῃ μετὰ τὰς ἐργασίας της τὴν ἔκθεσίν της εἰς τὸν κ. ὑπουργόν, ὁ ὁποῖος θὰ προβῇ εἰς τὰς ἀναγκαίας ἐνεργείας πρὸς λύσιν αὐτοῦ, ἐξασφαλίζων οὕτω τὴν ταχυδρομικὴν συγκοινωνίαν. (250, 825, 480, 968)
recipe-row (742, 983, 994, 1015)
recipe-table (742, 849, 994, 913)
article-subtitle: ΤΗΣ ΕΛΛΗΝΙΚΗΣ ΤΑΧΥΔΡΟΜΙΚΗΣ ΝΑΥΤΙΛΙΑΣ (305, 139, 675, 189)
reward-title: ΑΜΟΙΒΗ 2000 ΔΡΑΧΜΩΝ (790, 1464, 946, 1504)
recipe-unit: — (920, 381, 933, 396)
theatre-name: ΑΠΟΛΛΩΝ (22, 1158, 100, 1173)
funeral-date: Ἐν Ἀθήναις τῇ 25ῃ Ἰουλίου 1908. (1035, 802, 1257, 817)
recipe-row (742, 1341, 994, 1373)
lamp-title: ΤΟΥ ΛΑΜΠΡΟΠΟΥΛΟΥ (1087, 1916, 1507, 1956)
notice-text: Ὁ ἀναδειχθεὶς πλειοδοτήσας τὸ παρὰ τὸ κέντρον τῆς συνοικίας Πλάκας καὶ ἀπεναντι τῆς Πλατείας τῆς Ἁγίας Αἰκατερίνης οἰκόπεδον τῶν κληρονόμων Σωτηρίου ἐκ τετραγ. 400 πήχεων γίνεται τὴν προσεχῆ Κυριακὴν 28 τρέχοντος. (1006, 920, 1286, 1015)
recipe-qty: 60 (895, 1301, 912, 1316)
clinic-title: ΙΑΤΡΕΙΟΝ ΚΑΛΛΟΝΗΣ (1050, 1428, 1242, 1447)
recipe-qty: 2 (903, 881, 912, 896)
recipe-item: Alcool camphré (746, 1341, 804, 1372)
feuilleton-paragraph: Ἐὰν αἱ χιονίστραι ἔχουν ἀνοίξει, τότε χρειάζεται ἡ ἑξῆς ἀλοιφή: (742, 913, 994, 944)
recipe-row (742, 897, 994, 913)
school2-title: ΕΚΠΑΙΔΕΥΤΗΡΙΑ ΔΙΑΛΗΣΜΑ (1066, 2061, 1528, 2096)
theatre-entry: ΑΠΟΛΛΩΝ — (Μεταξουργεῖον) — Αὔριον Σάββατον τελευταία παράστασις τοῦ κ. Μαρισιάδη μετὰ τὸ «Χάμλετ». (10, 1158, 238, 1221)
recipe-qty: 10 (895, 349, 912, 364)
new-england-ad (1006, 1022, 1286, 1312)
bank-ad (1298, 1084, 1588, 1132)
article-body (250, 263, 730, 2225)
feuilleton-title: ΤΑ ΜΥΣΤΙΚΑ ΤΗΣ ΓΥΝΑΙΚΟΣ (759, 99, 977, 213)
recipe-qty: 3 (903, 325, 912, 340)
news-item: ΣΥΝΕΛΗΦΘΗ καὶ ἀπεφυλακίσθη εἰς τὰς φυλακὰς Ἀβέρωφ ὁ Ν. Ἀθανασόπουλος, ὅστις πρὸ πάντων εἶχε κλέψει χρήματα καὶ ἐνεχύρως διαφόρους μεταξύ των. (10, 1855, 238, 1950)
recipe-row (742, 715, 994, 747)
article-paragraph: Ὁ κ. Ἐμπειρίκος διαπνεόμενος ὑπὸ τῆς ζωηρᾶς ἐπιθυμίας, ὅπως ἡ δρᾶσις του ἀποβῇ ἐπ' ἀγαθῷ τῆς ναυτιλίας, ἐφρόντισε ὅπως ἡ διορισθησομένη ἐπιτροπὴ περιλάβῃ ὅλους ἐκείνους οἵτινες ἐργάζονται ἐν τῷ κλάδῳ τούτῳ καὶ δύνανται νὰ φέρωσι τὰς γνώσεις των. (250, 675, 480, 818)
recipe-item: Acétate de plomb (746, 951, 844, 982)
divider (742, 1395, 994, 1398)
society-item: — Ὅσοι μὲ μεγάλη ἐπιτυχία διακρίνονται ἐν τῷ ἐμπορίῳ, εἶναι ἐκεῖνοι οἵτινες ἀγοράζουν ἀπὸ τὰ καταστήματα τῶν κ. κ. Πέτσα, ὁδὸς Ἑρμοῦ 117 πλατεῖα Καπνικαρέας. (1006, 320, 1286, 399)
theatre-name: ΦΑΛΗΡΟΥ (22, 1024, 97, 1039)
theatre-text: Καὶ πάλιν τὰ «Νέα Παναθήναια» μετ' ὀρχήστρας ἔκτακτον 18 σήμερον μὲ Πετεινάφην καὶ Χορτόν. (10, 807, 238, 870)
theatre-text: Αἱ ἑσπέραι τῶν «Προϋποσχομένων» παρασκευῶν καὶ ἡ τελευταία διεύθυνσις τοῦ κ. Γ. Κόρδας θὰ ἐπαναληφθῶσιν εἰς τὸ «Ὀλυμπία» καὶ τὴν «Μαριάνθην». (10, 577, 239, 672)
recipe-qty: 60 (895, 849, 912, 864)
theatre-entries (10, 577, 238, 1257)
article-paragraph: — Ἡ Κυβέρνησις χρησιμοποιεῖ διὰ τὰς ταχυδρομικὰς γραμμάς τὰ ἀτμόπλοια τῶν ἑταιρειῶν, ἀλλὰ πρέπει νὰ ἐπιδοτήσῃ ταῦτα ἐπαρκῶς, διότι ἄλλως ἡ συγκοινωνία μεταξὺ τῶν νήσων καὶ τῆς ἠπειρωτικῆς Ἑλλάδος θὰ καταστῇ ἀδύνατος. (250, 2005, 480, 2132)
recipe-item: Baume du Pérou (746, 1015, 844, 1046)
theatre-entry: ΝΕΑ ΣΚΗΝΗ — Καὶ πάλιν τὰ «Νέα Παναθήναια» μετ' ὀρχήστρας ἔκτακτον 18 σήμερον μὲ Πετεινάφην καὶ Χορτόν. (10, 807, 238, 870)
recipe-qty: 500 (887, 1173, 912, 1188)
recipe-item: Subeylate de bismuth (746, 747, 844, 778)
column-rule (490, 263, 491, 2225)
feuilleton-paragraph: Συνιστᾶται ἐπίσης ἡ ἐπίθεσις ὑγροῦ φαιδροχρώμου καὶ νεροῦ τῆς θαλάσσης. Πρωΐαν καὶ ἑσπέραν πρέπει νὰ ἐμβαπτίζωνται οἱ μαλακοὶ κάλοι εἰς τὸ λεπτὸν μίγμα καὶ νὰ τρίβωνται μὲ πανίον ἐλαφρῶς. (742, 437, 994, 532)
article-kicker: ΟΛΑΙ ΑΙ ΓΝΩΜΑΙ ΤΩΝ ΑΤΜΟΠΛΟΙΚΩΝ (344, 241, 636, 257)
recipe-row (742, 1197, 994, 1213)
recipe-item: Acide salicylique (746, 373, 817, 404)
article-paragraph: Ἡ Κυβέρνησις ὀφείλει νὰ μὴ ὑποστηρίξῃ μόνον μίαν ἑταιρείαν ἀλλὰ πάσας ἐξ ἴσου, ὅπως ἐπιτευχθῇ ἡ συνεργασία καὶ ἡ ἀνόρθωσις τῆς ναυτιλίας μας. (250, 2139, 480, 2218)
funeral-text: θανόντα χθὲς κηδεύομεν σήμερον ὥραν 9ην ἐκ τῆς ἐν ὁδῷ Ἑρμοῦ ἀριθ. 22 οἰκίας καὶ εἰς τὸν Ναὸν τοῦ Ἁγίου Νικολάου Πευκάκια. (1014, 732, 1278, 795)
column-2 (250, 76, 730, 2218)
cancel-title: ΤΕΛΕΙΑ ΚΑΤΑ ΧΩΡΗΤΙΚΟΤΗΤΑ (508, 503, 723, 518)
